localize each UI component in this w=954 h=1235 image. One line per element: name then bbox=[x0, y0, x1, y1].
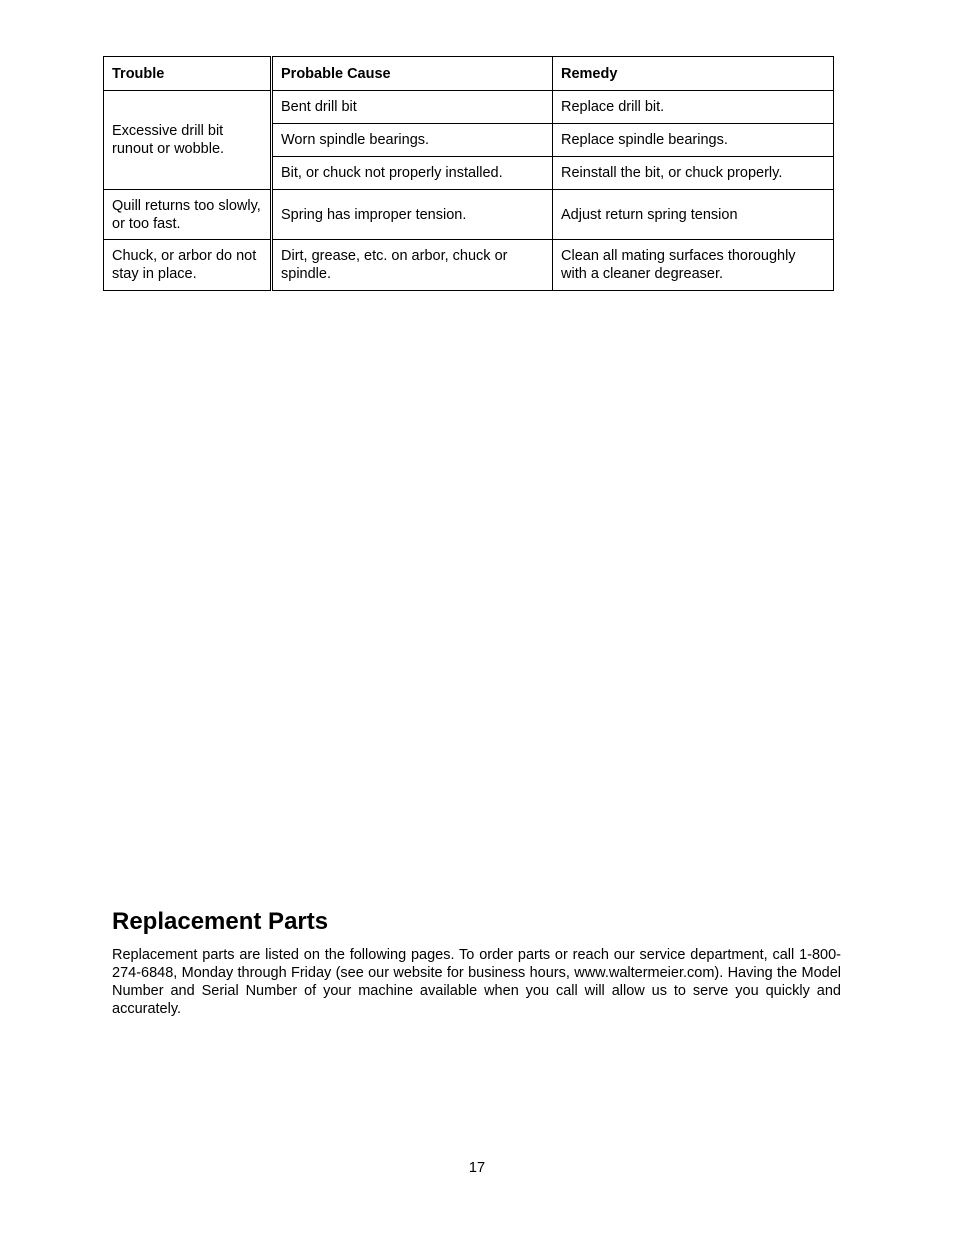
cause-cell: Spring has improper tension. bbox=[272, 190, 553, 240]
table-row bbox=[104, 240, 834, 291]
remedy-cell: Adjust return spring tension bbox=[553, 190, 834, 240]
table-row bbox=[104, 91, 834, 124]
table-row bbox=[104, 190, 834, 240]
table-header-row bbox=[104, 57, 834, 91]
remedy-cell: Clean all mating surfaces thoroughly with a cleaner degreaser. bbox=[553, 240, 834, 291]
header-probable-cause: Probable Cause bbox=[272, 57, 553, 91]
page-number: 17 bbox=[468, 1160, 486, 1176]
header-remedy: Remedy bbox=[553, 57, 834, 91]
trouble-cell: Excessive drill bit runout or wobble. bbox=[104, 91, 272, 190]
replacement-parts-paragraph: Replacement parts are listed on the following pages. To order parts or reach our service department, call 1-800-274-6848, Monday through Friday (see our website for business hours, www.waltermeier.com). Having the Model Number and Serial Number of your machine available when you call will allow us to serve you quickly and accurately. bbox=[112, 947, 841, 1017]
cause-cell: Bit, or chuck not properly installed. bbox=[272, 157, 553, 190]
remedy-cell: Reinstall the bit, or chuck properly. bbox=[553, 157, 834, 190]
cause-cell: Bent drill bit bbox=[272, 91, 553, 124]
remedy-cell: Replace drill bit. bbox=[553, 91, 834, 124]
troubleshooting-table bbox=[103, 56, 834, 291]
cause-cell: Worn spindle bearings. bbox=[272, 124, 553, 157]
remedy-cell: Replace spindle bearings. bbox=[553, 124, 834, 157]
header-trouble: Trouble bbox=[104, 57, 272, 91]
cause-cell: Dirt, grease, etc. on arbor, chuck or spindle. bbox=[272, 240, 553, 291]
trouble-cell: Chuck, or arbor do not stay in place. bbox=[104, 240, 272, 291]
replacement-parts-heading: Replacement Parts bbox=[112, 908, 329, 935]
trouble-cell: Quill returns too slowly, or too fast. bbox=[104, 190, 272, 240]
